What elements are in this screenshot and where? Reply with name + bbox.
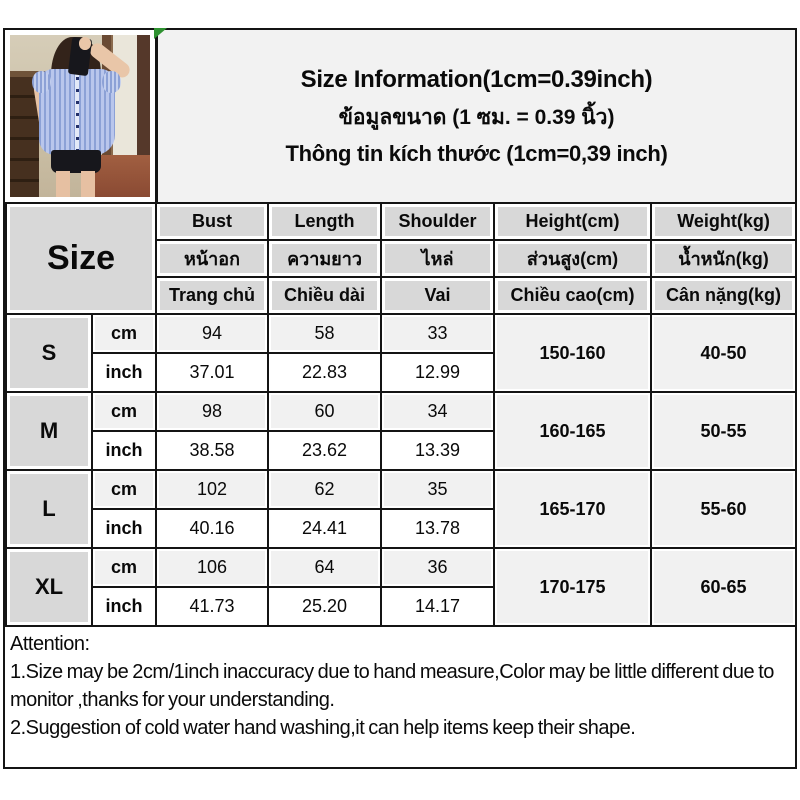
s-height-range: 150-160 (494, 314, 651, 392)
attention-heading: Attention: (10, 633, 90, 655)
m-shoulder-cm: 34 (381, 392, 494, 431)
xl-length-cm: 64 (268, 548, 381, 587)
header-length-th: ความยาว (268, 240, 381, 277)
xl-weight-range: 60-65 (651, 548, 796, 626)
attention-note-1: 1.Size may be 2cm/1inch inaccuracy due to hand measure,Color may be little different due to monitor ,thanks for your understanding. (10, 661, 774, 711)
xl-bust-inch: 41.73 (156, 587, 268, 626)
photo-model-hand (79, 37, 92, 50)
unit-inch-label: inch (92, 587, 156, 626)
unit-cm-label: cm (92, 314, 156, 353)
header-weight-th: น้ำหนัก(kg) (651, 240, 796, 277)
xl-shoulder-cm: 36 (381, 548, 494, 587)
product-photo-cell (5, 30, 158, 202)
m-height-range: 160-165 (494, 392, 651, 470)
unit-inch-label: inch (92, 431, 156, 470)
title-vietnamese: Thông tin kích thước (1cm=0,39 inch) (285, 140, 668, 166)
unit-cm-label: cm (92, 548, 156, 587)
m-shoulder-inch: 13.39 (381, 431, 494, 470)
unit-inch-label: inch (92, 353, 156, 392)
m-length-inch: 23.62 (268, 431, 381, 470)
photo-shirt-buttons (76, 77, 79, 152)
xl-length-inch: 25.20 (268, 587, 381, 626)
s-weight-range: 40-50 (651, 314, 796, 392)
header-height-en: Height(cm) (494, 203, 651, 240)
photo-shirt-ruffle-left (32, 71, 50, 94)
size-l-label: L (6, 470, 92, 548)
s-bust-inch: 37.01 (156, 353, 268, 392)
size-s-label: S (6, 314, 92, 392)
product-photo (10, 35, 150, 197)
l-height-range: 165-170 (494, 470, 651, 548)
photo-black-shorts (51, 150, 101, 173)
l-bust-cm: 102 (156, 470, 268, 509)
header-weight-en: Weight(kg) (651, 203, 796, 240)
unit-cm-label: cm (92, 470, 156, 509)
header-length-vi: Chiều dài (268, 277, 381, 314)
xl-bust-cm: 106 (156, 548, 268, 587)
l-weight-range: 55-60 (651, 470, 796, 548)
xl-shoulder-inch: 14.17 (381, 587, 494, 626)
top-section (5, 30, 795, 202)
title-english: Size Information(1cm=0.39inch) (300, 65, 653, 93)
s-shoulder-inch: 12.99 (381, 353, 494, 392)
content-frame (3, 28, 797, 769)
unit-cm-label: cm (92, 392, 156, 431)
m-length-cm: 60 (268, 392, 381, 431)
table-row (6, 392, 796, 431)
header-length-en: Length (268, 203, 381, 240)
m-weight-range: 50-55 (651, 392, 796, 470)
l-length-cm: 62 (268, 470, 381, 509)
s-bust-cm: 94 (156, 314, 268, 353)
header-shoulder-th: ไหล่ (381, 240, 494, 277)
s-length-cm: 58 (268, 314, 381, 353)
header-height-vi: Chiều cao(cm) (494, 277, 651, 314)
header-bust-th: หน้าอก (156, 240, 268, 277)
attention-section (5, 627, 795, 767)
size-m-label: M (6, 392, 92, 470)
unit-inch-label: inch (92, 509, 156, 548)
size-xl-label: XL (6, 548, 92, 626)
corner-triangle-decoration (154, 28, 167, 39)
header-bust-vi: Trang chủ (156, 277, 268, 314)
header-shoulder-en: Shoulder (381, 203, 494, 240)
table-row (6, 314, 796, 353)
l-bust-inch: 40.16 (156, 509, 268, 548)
header-weight-vi: Cân nặng(kg) (651, 277, 796, 314)
s-shoulder-cm: 33 (381, 314, 494, 353)
photo-model-leg-left (56, 171, 70, 197)
l-shoulder-cm: 35 (381, 470, 494, 509)
photo-shirt-ruffle-right (102, 71, 120, 94)
table-row (6, 470, 796, 509)
table-row (6, 548, 796, 587)
title-thai: ข้อมูลขนาด (1 ซม. = 0.39 นิ้ว) (338, 105, 615, 129)
l-length-inch: 24.41 (268, 509, 381, 548)
size-table (5, 202, 797, 627)
photo-model-leg-right (81, 171, 95, 197)
header-shoulder-vi: Vai (381, 277, 494, 314)
m-bust-cm: 98 (156, 392, 268, 431)
size-corner-header: Size (6, 203, 156, 314)
header-bust-en: Bust (156, 203, 268, 240)
xl-height-range: 170-175 (494, 548, 651, 626)
s-length-inch: 22.83 (268, 353, 381, 392)
header-height-th: ส่วนสูง(cm) (494, 240, 651, 277)
m-bust-inch: 38.58 (156, 431, 268, 470)
l-shoulder-inch: 13.78 (381, 509, 494, 548)
attention-note-2: 2.Suggestion of cold water hand washing,it can help items keep their shape. (10, 717, 636, 739)
title-block (158, 30, 795, 202)
